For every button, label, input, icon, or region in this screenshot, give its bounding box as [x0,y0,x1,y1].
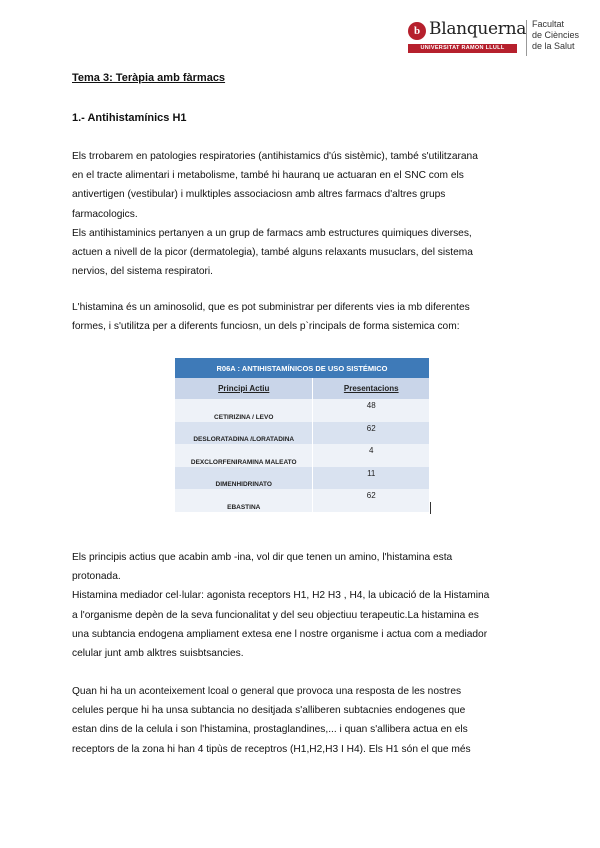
drug-name: EBASTINA [175,489,313,512]
text-line: antivertigen (vestibular) i mulktiples associaciosn amb altres farmacs d'altres grups [72,189,446,201]
text-line: estan dins de la celula i son l'histamina, prostaglandines,... i quan s'allibera actua en els [72,724,468,736]
text-line: formes, i s'utilitza per a diferents funciosn, un dels p`rincipals de forma sistemica com: [72,321,460,333]
text-cursor [430,502,431,514]
text-line: protonada. [72,571,121,583]
table-row [175,422,429,445]
faculty-name [532,19,592,52]
column-header-active-principle: Principi Actiu [175,378,313,399]
paragraph-intro [72,147,527,281]
text-line: Els principis actius que acabin amb -ina, vol dir que tenen un amino, l'histamina esta [72,552,453,563]
text-line: celular junt amb alktres suisbtsancies. [72,648,244,660]
blanquerna-logo [408,18,588,58]
presentations-count: 4 [313,444,429,467]
text-line: Histamina mediador cel·lular: agonista receptors H1, H2 H3 , H4, la ubicació de la Histamina [72,590,490,602]
table-title: R06A : ANTIHISTAMÍNICOS DE USO SISTÉMICO [175,358,429,378]
logo-divider [526,20,527,56]
text-line: Els trrobarem en patologies respiratories (antihistamics d'ús sistèmic), també s'utilitzarana [72,151,478,162]
antihistamine-table [175,358,429,512]
table-row [175,489,429,512]
brand-name: Blanquerna [429,19,527,39]
presentations-count: 48 [313,399,429,422]
drug-name: DEXCLORFENIRAMINA MALEATO [175,444,313,467]
text-line: celules perque hi ha unsa subtancia no desitjada s'alliberen subtacnies endogenes que [72,705,466,717]
drug-name: CETIRIZINA / LEVO [175,399,313,422]
presentations-count: 62 [313,489,429,512]
text-line: Els antihistaminics pertanyen a un grup de farmacs amb estructures quimiques diverses, [72,227,472,239]
text-line: una subtancia endogena ampliament extesa ene l nostre organisme i actua com a mediador [72,628,488,640]
table-row [175,467,429,490]
brand-mark-icon: b [408,22,426,40]
university-name: UNIVERSITAT RAMON LLULL [408,44,517,53]
text-line: nervios, del sistema respiratori. [72,266,213,278]
table-row [175,444,429,467]
page-title: Tema 3: Teràpia amb fàrmacs [72,72,226,84]
faculty-line: de Ciències [532,30,580,40]
paragraph-receptors [72,682,527,759]
faculty-line: Facultat [532,19,565,29]
text-line: Quan hi ha un aconteixement lcoal o general que provoca una resposta de les nostres [72,686,462,697]
drug-name: DIMENHIDRINATO [175,467,313,490]
table-row [175,399,429,422]
text-line: actuen a nivell de la picor (dermatolegia), també alguns relaxants musuclars, del sistema [72,247,473,259]
presentations-count: 62 [313,422,429,445]
text-line: receptors de la zona hi han 4 tipùs de receptros (H1,H2,H3 I H4). Els H1 són el que més [72,743,471,755]
text-line: a l'organisme depèn de la seva funcionalitat y del seu objectiuu terapeutic.La histamina es [72,609,479,621]
faculty-line: de la Salut [532,41,575,51]
text-line: farmacologics. [72,208,138,220]
section-heading: 1.- Antihistamínics H1 [72,112,187,124]
text-line: L'histamina és un aminosolid, que es pot subministrar per diferents vies ia mb diferentes [72,302,470,313]
column-header-presentations: Presentacions [313,378,429,399]
paragraph-principles [72,548,527,663]
drug-name: DESLORATADINA /LORATADINA [175,422,313,445]
paragraph-histamine [72,298,527,336]
text-line: en el tracte alimentari i metabolisme, també hi hauranq ue actuaran en el SNC com els [72,170,464,182]
presentations-count: 11 [313,467,429,490]
